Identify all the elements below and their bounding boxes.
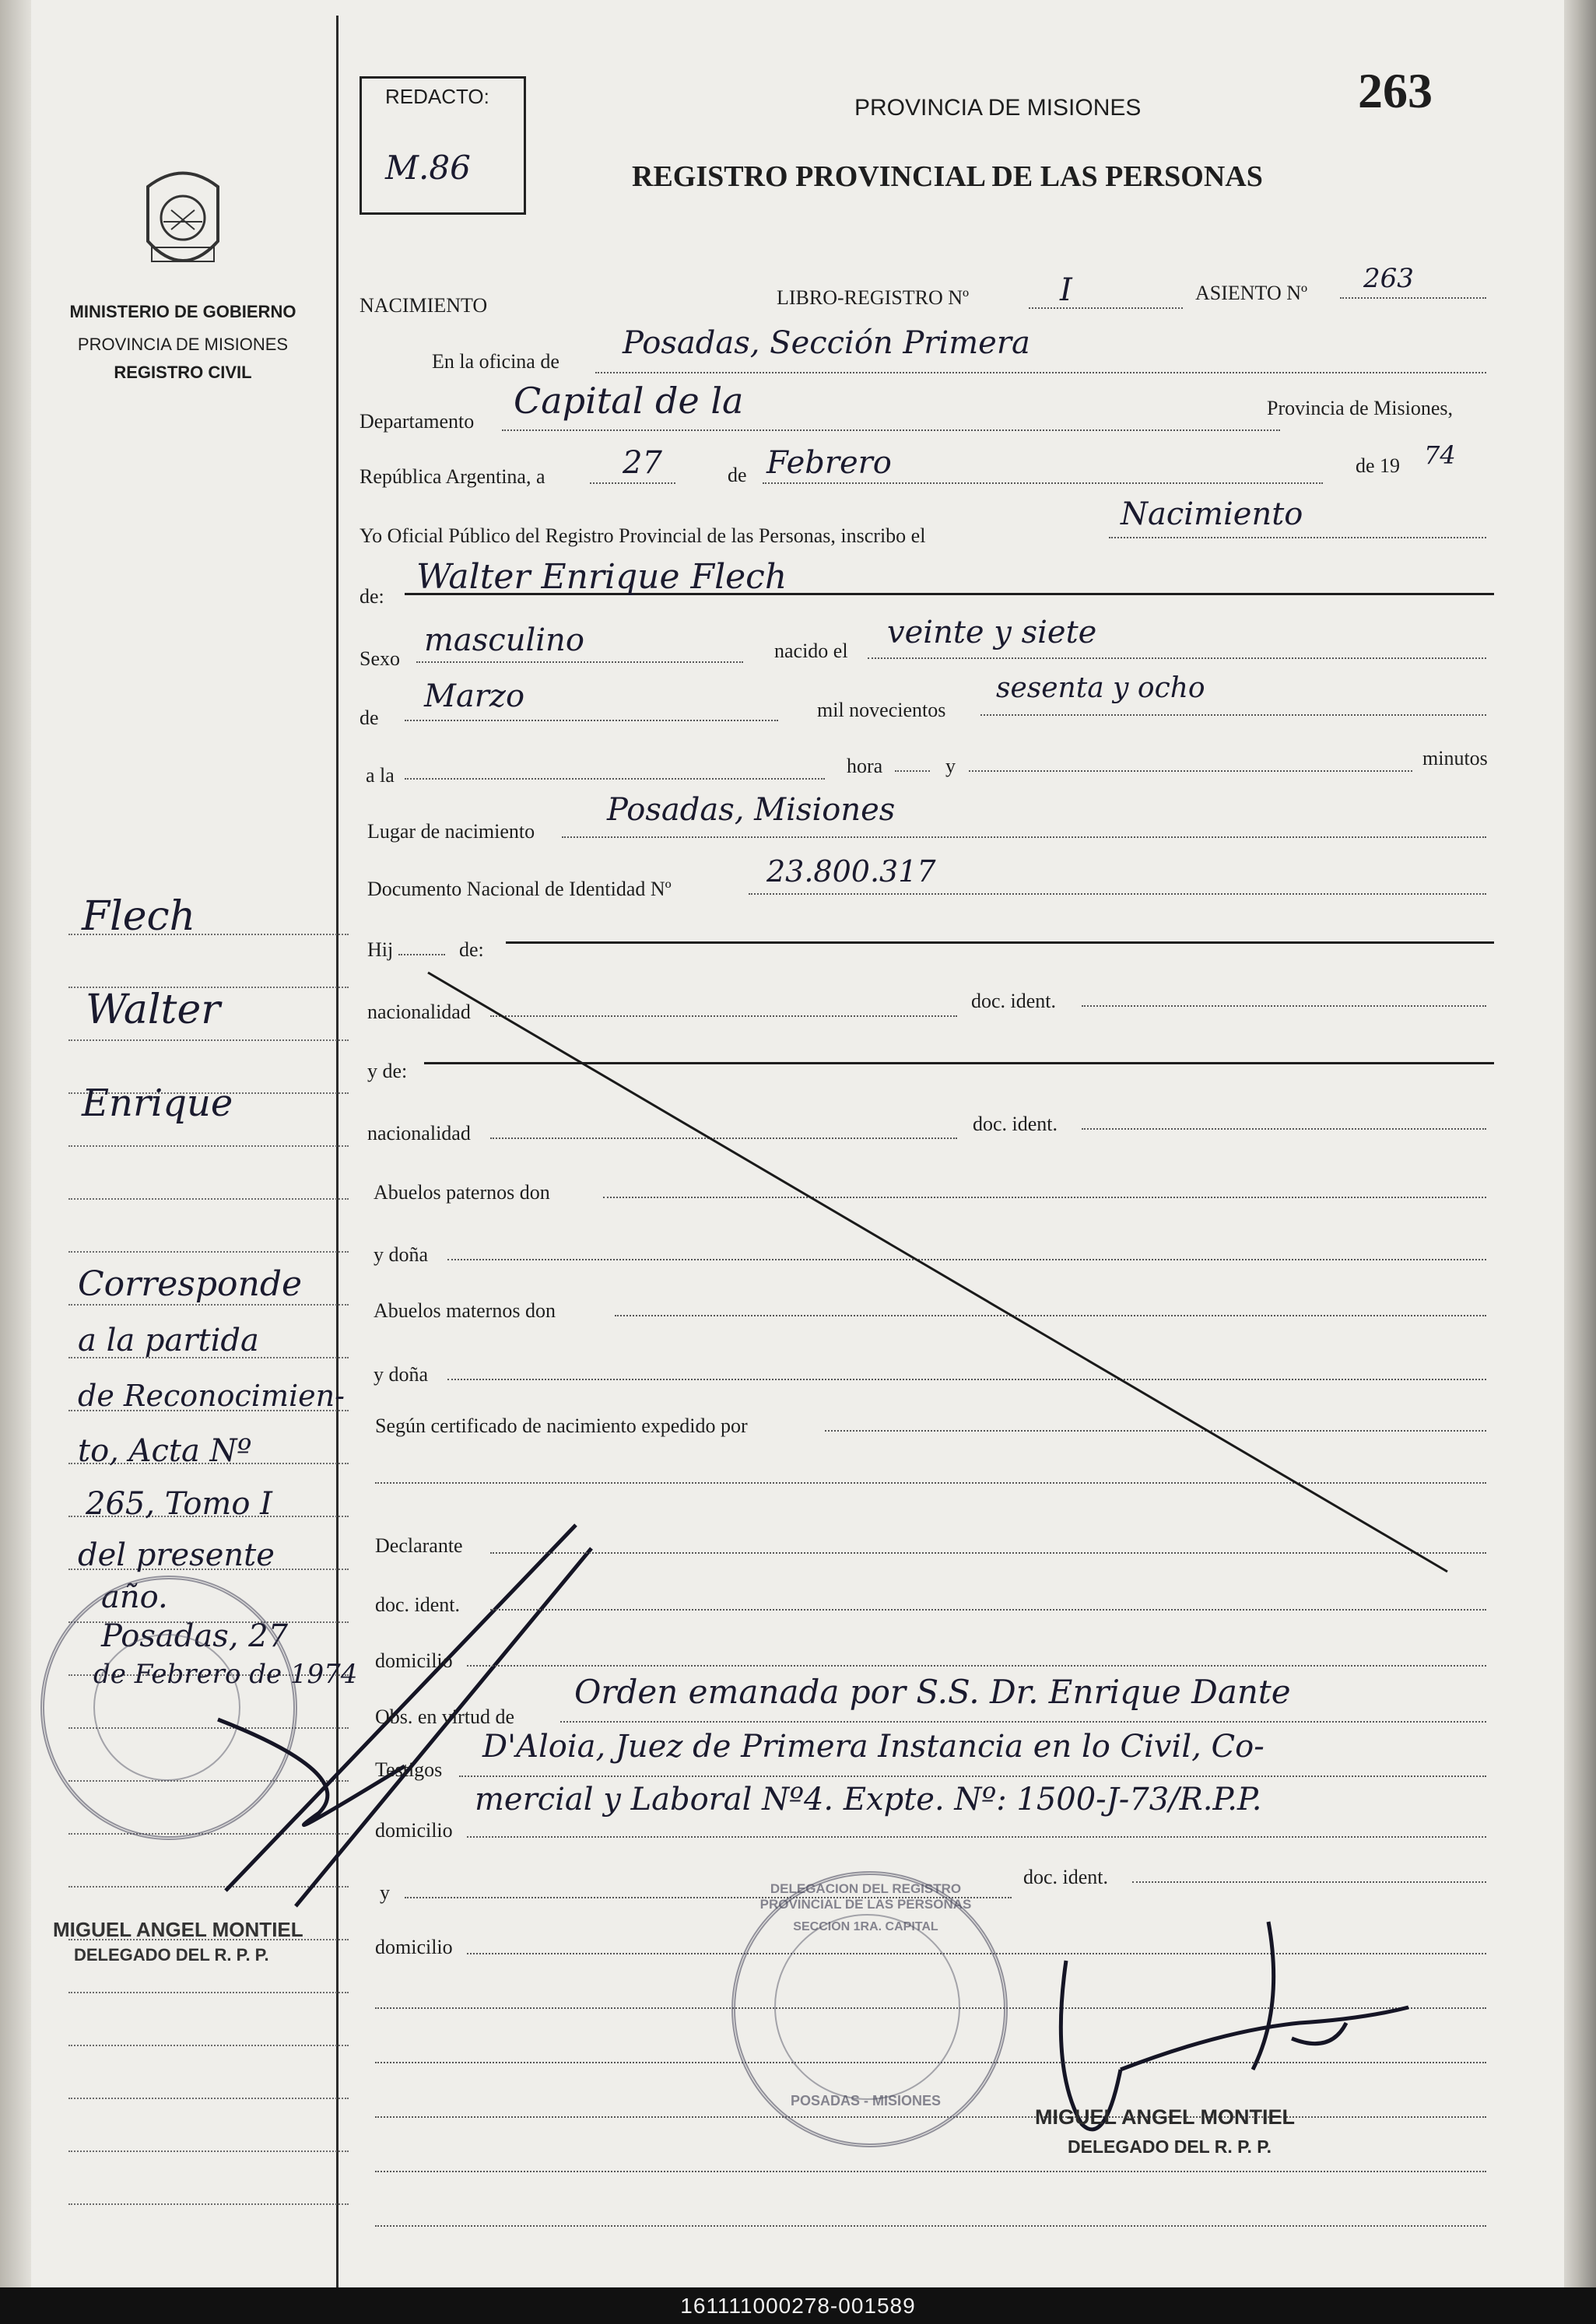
page-number: 263 bbox=[1358, 63, 1433, 118]
asiento-label: ASIENTO Nº bbox=[1195, 282, 1308, 304]
hij-label: Hij bbox=[367, 938, 394, 961]
oficina-label: En la oficina de bbox=[432, 350, 559, 373]
domicilio-label-2: domicilio bbox=[375, 1819, 453, 1842]
dia-dots bbox=[590, 482, 675, 484]
left-header-ministry: MINISTERIO DE GOBIERNO bbox=[69, 302, 296, 321]
nacido-dots bbox=[868, 657, 1486, 659]
oficina-value: Posadas, Sección Primera bbox=[623, 325, 1030, 361]
margin-rule-line bbox=[68, 1992, 349, 1993]
margin-note-line: de Reconocimien- bbox=[78, 1379, 345, 1413]
obs-line-1: Orden emanada por S.S. Dr. Enrique Dante bbox=[574, 1673, 1291, 1711]
ala-label: a la bbox=[366, 764, 395, 787]
margin-note-line: a la partida bbox=[78, 1323, 259, 1358]
nac-anio-dots bbox=[980, 714, 1486, 716]
domicilio-dots-1 bbox=[467, 1665, 1486, 1667]
y-label: y bbox=[945, 755, 956, 777]
obs-line-3: mercial y Laboral Nº4. Expte. Nº: 1500-J-73/R.P.P. bbox=[475, 1782, 1262, 1817]
margin-note-line: 265, Tomo I bbox=[86, 1486, 272, 1522]
de-mes-label: de bbox=[360, 706, 379, 729]
sexo-label: Sexo bbox=[360, 647, 400, 670]
doc-ident-label-1: doc. ident. bbox=[971, 990, 1057, 1012]
obs-dots bbox=[560, 1721, 1486, 1723]
inscribo-dots bbox=[1109, 537, 1486, 538]
republica-label: República Argentina, a bbox=[360, 465, 545, 488]
nac-mes-value: Marzo bbox=[424, 678, 525, 714]
nac-mes-dots bbox=[405, 720, 778, 721]
archive-id-footer: 161111000278-001589 bbox=[0, 2287, 1596, 2324]
abuelos-paternos-label: Abuelos paternos don bbox=[374, 1181, 550, 1204]
doc-ident-label-3: doc. ident. bbox=[1023, 1866, 1109, 1888]
libro-dots bbox=[1029, 307, 1183, 309]
minutos-dots bbox=[969, 770, 1412, 772]
redacto-label: REDACTO: bbox=[385, 85, 489, 108]
registry-stamp-city: POSADAS - MISIONES bbox=[790, 2093, 942, 2108]
declarante-doc-dots bbox=[490, 1609, 1486, 1611]
margin-rule-line bbox=[68, 1039, 349, 1041]
dni-value: 23.800.317 bbox=[766, 854, 936, 889]
de-anio-label: de 19 bbox=[1356, 454, 1401, 477]
registry-stamp-inner-text: SECCION 1RA. CAPITAL bbox=[793, 1920, 938, 1933]
oficina-dots bbox=[595, 372, 1486, 373]
extra-dots-4 bbox=[375, 2171, 1486, 2172]
dni-dots bbox=[749, 893, 1486, 895]
margin-note-line: to, Acta Nº bbox=[78, 1433, 252, 1469]
provincia-label: Provincia de Misiones, bbox=[1267, 397, 1454, 419]
hij-de-label: de: bbox=[459, 938, 484, 961]
left-header-registry: REGISTRO CIVIL bbox=[114, 363, 252, 382]
doc-ident-dots-3 bbox=[1132, 1881, 1486, 1883]
y-dona-label-1: y doña bbox=[374, 1243, 429, 1266]
domicilio-label-1: domicilio bbox=[375, 1649, 453, 1672]
abuelos-maternos-label: Abuelos maternos don bbox=[374, 1299, 556, 1322]
redacto-box bbox=[360, 76, 526, 215]
margin-rule-line bbox=[68, 2045, 349, 2046]
margin-middle-name: Enrique bbox=[82, 1081, 233, 1125]
margin-note-line: Corresponde bbox=[78, 1264, 303, 1304]
margin-note-line: año. bbox=[101, 1579, 168, 1615]
delegate-name: MIGUEL ANGEL MONTIEL bbox=[1035, 2105, 1296, 2129]
binding-edge bbox=[0, 0, 31, 2287]
redacto-value: M.86 bbox=[385, 149, 471, 187]
doc-ident-short-label: doc. ident. bbox=[375, 1593, 461, 1616]
margin-rule-line bbox=[68, 1251, 349, 1253]
nombre-value: Walter Enrique Flech bbox=[416, 557, 787, 597]
departamento-value: Capital de la bbox=[514, 380, 744, 422]
margin-rule-line bbox=[68, 1145, 349, 1147]
left-signer-title: DELEGADO DEL R. P. P. bbox=[74, 1945, 269, 1965]
y-testigo-label: y bbox=[380, 1881, 390, 1904]
obs-line-2: D'Aloia, Juez de Primera Instancia en lo Civil, Co- bbox=[482, 1729, 1265, 1765]
testigos-label: Testigos bbox=[375, 1758, 443, 1781]
margin-rule-line bbox=[68, 2203, 349, 2205]
de-nombre-label: de: bbox=[360, 585, 384, 608]
nacionalidad-label-2: nacionalidad bbox=[367, 1122, 471, 1144]
asiento-dots bbox=[1340, 297, 1486, 299]
mil-label: mil novecientos bbox=[817, 699, 946, 721]
margin-rule bbox=[336, 16, 338, 2287]
hora-dots bbox=[405, 778, 825, 780]
domicilio-label-3: domicilio bbox=[375, 1936, 453, 1958]
inscribo-value: Nacimiento bbox=[1121, 496, 1303, 532]
libro-label: LIBRO-REGISTRO Nº bbox=[777, 286, 970, 309]
nac-anio-value: sesenta y ocho bbox=[996, 672, 1205, 704]
sexo-dots bbox=[416, 661, 743, 663]
anio-value: 74 bbox=[1424, 440, 1456, 470]
nacido-value: veinte y siete bbox=[887, 615, 1097, 650]
margin-note-line: del presente bbox=[78, 1537, 275, 1573]
declarante-label: Declarante bbox=[375, 1534, 463, 1557]
padre-line bbox=[506, 941, 1494, 944]
mes-value: Febrero bbox=[766, 445, 892, 481]
departamento-label: Departamento bbox=[360, 410, 475, 433]
dia-value: 27 bbox=[623, 445, 662, 481]
lugar-dots bbox=[562, 836, 1486, 838]
left-header-province: PROVINCIA DE MISIONES bbox=[77, 335, 289, 354]
extra-dots-5 bbox=[375, 2225, 1486, 2227]
doc-ident-label-2: doc. ident. bbox=[973, 1113, 1058, 1135]
lugar-value: Posadas, Misiones bbox=[607, 792, 896, 828]
y-dona-label-2: y doña bbox=[374, 1363, 429, 1386]
registry-stamp-inner-ring bbox=[774, 1914, 960, 2100]
page-edge bbox=[1564, 0, 1596, 2287]
province-heading: PROVINCIA DE MISIONES bbox=[854, 95, 1142, 121]
oficial-label: Yo Oficial Público del Registro Provincial de las Personas, inscribo el bbox=[360, 524, 926, 547]
nacimiento-label: NACIMIENTO bbox=[360, 294, 488, 317]
departamento-dots bbox=[502, 429, 1280, 431]
y-dots bbox=[895, 770, 930, 772]
de-label: de bbox=[728, 464, 747, 486]
nacido-label: nacido el bbox=[774, 640, 848, 662]
certificado-label: Según certificado de nacimiento expedido por bbox=[375, 1414, 748, 1437]
libro-value: I bbox=[1060, 272, 1072, 308]
y-de-label: y de: bbox=[367, 1060, 408, 1082]
left-signer-name: MIGUEL ANGEL MONTIEL bbox=[53, 1918, 303, 1941]
minutos-label: minutos bbox=[1422, 747, 1488, 769]
coat-of-arms-seal bbox=[132, 156, 233, 284]
sexo-value: masculino bbox=[424, 622, 584, 658]
margin-first-name: Walter bbox=[86, 987, 221, 1033]
margin-rule-line bbox=[68, 1304, 349, 1306]
margin-rule-line bbox=[68, 1198, 349, 1200]
dni-label: Documento Nacional de Identidad Nº bbox=[367, 878, 672, 900]
nacionalidad-label-1: nacionalidad bbox=[367, 1001, 471, 1023]
hij-dots bbox=[398, 954, 445, 955]
hora-label: hora bbox=[847, 755, 883, 777]
registry-stamp-text: DELEGACION DEL REGISTRO PROVINCIAL DE LAS PERSONAS bbox=[759, 1881, 972, 1912]
obs-label: Obs. en virtud de bbox=[375, 1705, 515, 1728]
margin-rule-line bbox=[68, 2098, 349, 2099]
margin-surname: Flech bbox=[82, 893, 196, 940]
page-title: REGISTRO PROVINCIAL DE LAS PERSONAS bbox=[632, 160, 1263, 193]
lugar-label: Lugar de nacimiento bbox=[367, 820, 535, 843]
delegate-title: DELEGADO DEL R. P. P. bbox=[1068, 2136, 1272, 2157]
testigos-dots bbox=[459, 1775, 1486, 1777]
asiento-value: 263 bbox=[1363, 263, 1414, 294]
mes-dots bbox=[763, 482, 1323, 484]
margin-note-line: de Febrero de 1974 bbox=[93, 1659, 358, 1690]
margin-rule-line bbox=[68, 2150, 349, 2152]
domicilio-dots-2 bbox=[467, 1836, 1486, 1838]
margin-note-line: Posadas, 27 bbox=[101, 1618, 289, 1654]
cancellation-diagonal-line bbox=[420, 965, 1455, 1579]
